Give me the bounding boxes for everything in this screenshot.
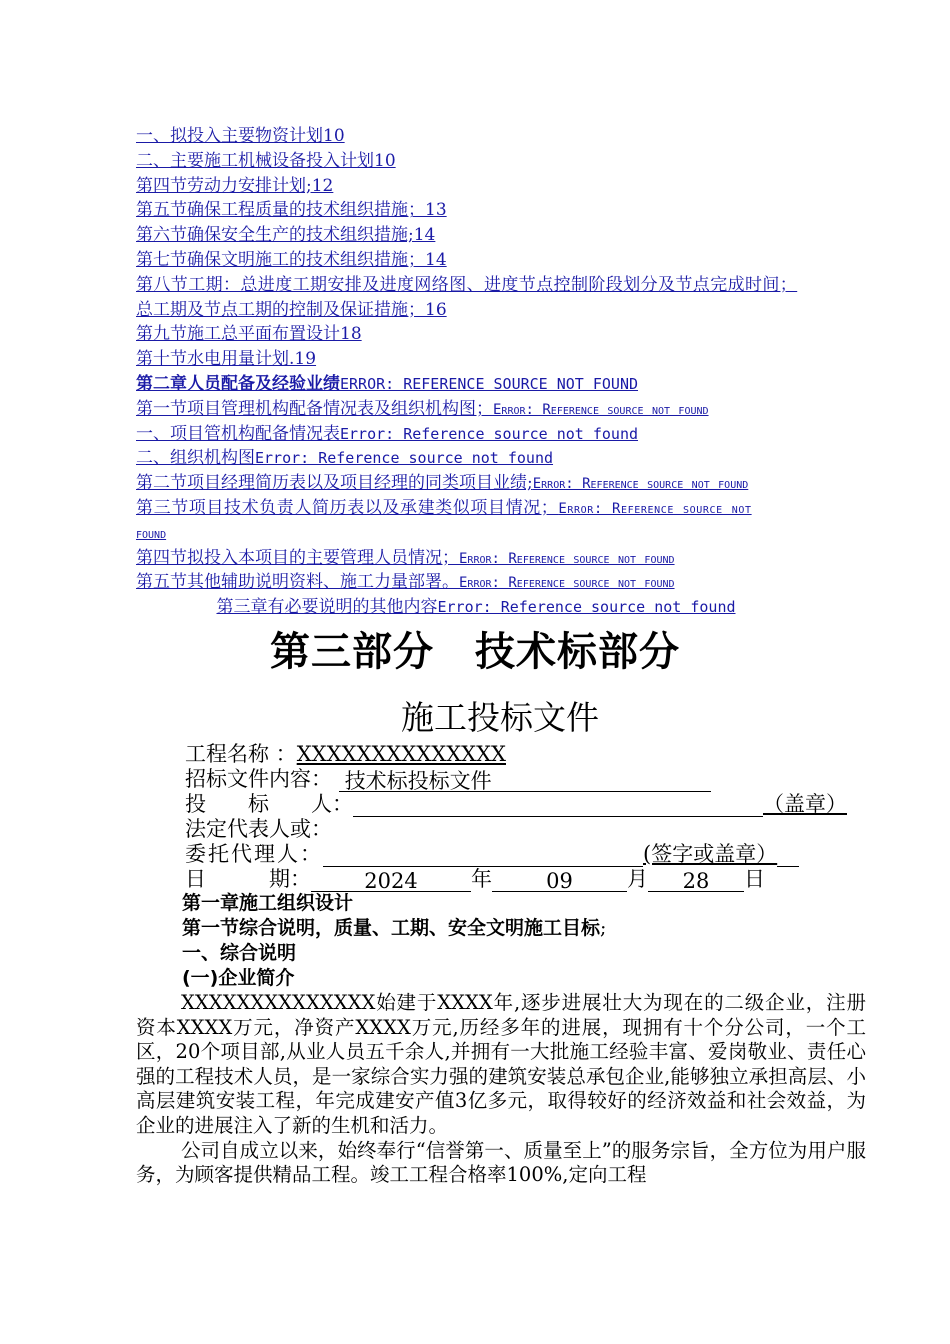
sub-subsection-heading: (一)企业简介 [182, 967, 295, 989]
toc-link[interactable]: 二、组织机构图Error: Reference source not found [136, 448, 554, 469]
toc-link[interactable]: 第三章有必要说明的其他内容Error: Reference source not found [216, 597, 736, 618]
toc-link[interactable]: 第五节确保工程质量的技术组织措施；13 [136, 200, 447, 221]
sign-note: (签字或盖章） [643, 842, 778, 866]
year-value: 2024 [364, 869, 418, 893]
bidder-blank [353, 794, 763, 817]
toc-link[interactable]: found [136, 525, 167, 542]
toc-link[interactable]: 二、主要施工机械设备投入计划10 [136, 150, 396, 171]
date-row [185, 867, 865, 892]
date-label: 日 期： [185, 867, 311, 891]
section-heading: 第一节综合说明，质量、工期、安全文明施工目标; [182, 917, 607, 939]
project-name-value: XXXXXXXXXXXXXX [296, 742, 506, 766]
toc-link[interactable]: 一、项目管机构配备情况表Error: Reference source not found [136, 423, 639, 444]
agent-row [185, 842, 865, 867]
sign-tail [777, 844, 799, 867]
day-unit: 日 [744, 867, 765, 891]
toc-link[interactable]: 第二章人员配备及经验业绩ERROR: REFERENCE SOURCE NOT FOUND [136, 373, 639, 394]
year-unit: 年 [471, 867, 492, 891]
tender-content-value: 技术标投标文件 [344, 769, 492, 793]
toc-link[interactable]: 第二节项目经理简历表以及项目经理的同类项目业绩;Error: Reference source not found [136, 473, 749, 494]
company-intro-paragraph: XXXXXXXXXXXXXX始建于XXXX年,逐步进展壮大为现在的二级企业，注册资本XXXX万元，净资产XXXX万元,历经多年的进展，现拥有十个分公司，一个工区，20个项目部,从业人员五千余人,并拥有一大批施工经验丰富、爱岗敬业、责任心强的工程技术人员，是一家综合实力强的建筑安装总承包企业,能够独立承担高层、小高层建筑安装工程，年完成建安产值3亿多元，取得较好的经济效益和社会效益，为企业的进展注入了新的生机和活力。 [136, 991, 866, 1137]
month-blank [492, 869, 627, 892]
agent-blank [323, 844, 643, 867]
toc-link[interactable]: 第三节项目技术负责人简历表以及承建类似项目情况；Error: Reference source not [136, 497, 752, 518]
toc-link[interactable]: 第一节项目管理机构配备情况表及组织机构图；Error: Reference source not found [136, 398, 709, 419]
toc-link[interactable]: 第五节其他辅助说明资料、施工力量部署。Error: Reference source not found [136, 572, 675, 593]
tender-content-row [185, 767, 865, 792]
document-title: 施工投标文件 [401, 698, 599, 737]
toc-link[interactable]: 第七节确保文明施工的技术组织措施；14 [136, 249, 447, 270]
toc-link[interactable]: 第十节水电用量计划.19 [136, 349, 317, 370]
toc-link[interactable]: 第四节劳动力安排计划;12 [136, 175, 334, 196]
toc-link[interactable]: 一、拟投入主要物资计划10 [136, 126, 345, 146]
day-value: 28 [682, 869, 710, 893]
toc-link[interactable]: 第八节工期：总进度工期安排及进度网络图、进度节点控制阶段划分及节点完成时间； [136, 274, 798, 295]
toc-link[interactable]: 第六节确保安全生产的技术组织措施;14 [136, 225, 436, 246]
day-blank [648, 869, 744, 892]
document-body [136, 891, 866, 1188]
agent-label: 委托代理人： [185, 842, 323, 866]
bid-cover-form [185, 742, 865, 892]
seal-note: （盖章） [763, 792, 847, 816]
tender-content-label: 招标文件内容： [185, 767, 332, 791]
subsection-heading: 一、综合说明 [182, 942, 297, 964]
project-name-row [185, 742, 865, 767]
bidder-row [185, 792, 865, 817]
table-of-contents [136, 124, 876, 620]
toc-link[interactable]: 第九节施工总平面布置设计18 [136, 324, 362, 345]
toc-link[interactable]: 第四节拟投入本项目的主要管理人员情况；Error: Reference source not found [136, 547, 675, 568]
legal-rep-label: 法定代表人或： [185, 817, 332, 841]
month-value: 09 [546, 869, 573, 893]
year-blank [311, 869, 471, 892]
bidder-label: 投 标 人： [185, 792, 353, 816]
tender-content-blank [339, 769, 711, 792]
month-unit: 月 [627, 867, 648, 891]
chapter-heading: 第一章施工组织设计 [182, 892, 354, 914]
toc-link[interactable]: 总工期及节点工期的控制及保证措施；16 [136, 299, 447, 320]
service-paragraph: 公司自成立以来，始终奉行“信誉第一、质量至上”的服务宗旨，全方位为用户服务，为顾客提供精品工程。竣工工程合格率100%,定向工程 [136, 1138, 866, 1187]
project-name-label: 工程名称 ： [185, 742, 297, 766]
part-title: 第三部分 技术标部分 [270, 629, 680, 675]
legal-rep-row [185, 817, 865, 842]
